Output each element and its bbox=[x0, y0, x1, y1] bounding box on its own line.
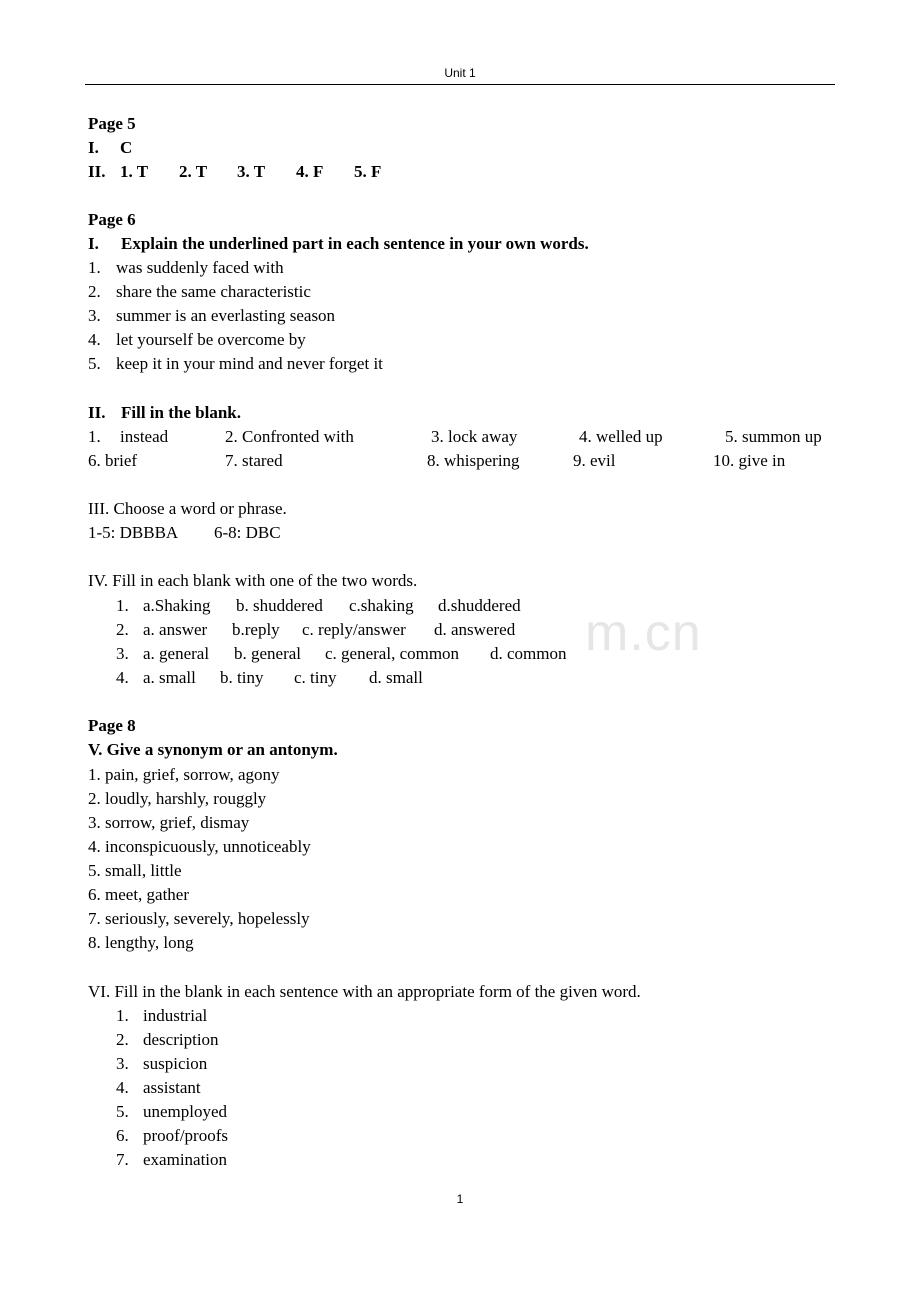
item-number: 3. bbox=[116, 1054, 129, 1073]
p5-ii-answer: 4. F bbox=[296, 162, 324, 181]
word-choice: d.shuddered bbox=[438, 596, 521, 615]
p6-ii-number: II. bbox=[88, 403, 106, 422]
p6-iii-heading: III. Choose a word or phrase. bbox=[88, 499, 287, 518]
p6-i-heading: Explain the underlined part in each sentence in your own words. bbox=[121, 234, 589, 253]
word-choice: b.reply bbox=[232, 620, 280, 639]
synonym-answer: 8. lengthy, long bbox=[88, 933, 194, 952]
word-choice: a.Shaking bbox=[143, 596, 211, 615]
blank-answer: 10. give in bbox=[713, 451, 786, 470]
blank-answer: 3. lock away bbox=[431, 427, 518, 446]
section-title-page8: Page 8 bbox=[88, 716, 136, 735]
item-number: 1. bbox=[116, 596, 129, 615]
p6-iv-heading: IV. Fill in each blank with one of the two words. bbox=[88, 571, 418, 590]
blank-answer: 9. evil bbox=[573, 451, 616, 470]
choice-answer: 1-5: DBBBA bbox=[88, 523, 179, 542]
item-number: 2. bbox=[116, 1030, 129, 1049]
p5-ii-number: II. bbox=[88, 162, 106, 181]
word-form-answer: description bbox=[143, 1030, 219, 1049]
word-choice: d. answered bbox=[434, 620, 516, 639]
word-choice: a. general bbox=[143, 644, 210, 663]
synonym-answer: 4. inconspicuously, unnoticeably bbox=[88, 837, 311, 856]
word-form-answer: industrial bbox=[143, 1006, 208, 1025]
word-choice: d. common bbox=[490, 644, 567, 663]
p5-i-number: I. bbox=[88, 138, 99, 157]
word-choice: d. small bbox=[369, 668, 423, 687]
p5-i-answer: C bbox=[120, 138, 133, 157]
p6-i-number: I. bbox=[88, 234, 99, 253]
p5-ii-answer: 2. T bbox=[179, 162, 208, 181]
synonym-answer: 7. seriously, severely, hopelessly bbox=[88, 909, 310, 928]
answer-text: keep it in your mind and never forget it bbox=[116, 354, 383, 373]
word-choice: c. reply/answer bbox=[302, 620, 406, 639]
p8-v-heading: V. Give a synonym or an antonym. bbox=[88, 740, 338, 759]
blank-answer: 2. Confronted with bbox=[225, 427, 354, 446]
section-title-page5: Page 5 bbox=[88, 114, 136, 133]
word-form-answer: examination bbox=[143, 1150, 228, 1169]
section-title-page6: Page 6 bbox=[88, 210, 136, 229]
word-choice: c. tiny bbox=[294, 668, 337, 687]
synonym-answer: 6. meet, gather bbox=[88, 885, 190, 904]
synonym-answer: 3. sorrow, grief, dismay bbox=[88, 813, 250, 832]
item-number: 1. bbox=[88, 258, 101, 277]
item-number: 4. bbox=[116, 1078, 129, 1097]
header-rule bbox=[85, 84, 835, 85]
word-form-answer: proof/proofs bbox=[143, 1126, 228, 1145]
running-header: Unit 1 bbox=[444, 66, 476, 80]
blank-answer: instead bbox=[120, 427, 169, 446]
synonym-answer: 1. pain, grief, sorrow, agony bbox=[88, 765, 280, 784]
word-choice: c. general, common bbox=[325, 644, 460, 663]
item-number: 4. bbox=[116, 668, 129, 687]
p5-ii-answer: 5. F bbox=[354, 162, 382, 181]
blank-answer: 7. stared bbox=[225, 451, 283, 470]
answer-text: share the same characteristic bbox=[116, 282, 311, 301]
word-choice: c.shaking bbox=[349, 596, 414, 615]
word-choice: b. tiny bbox=[220, 668, 264, 687]
word-form-answer: suspicion bbox=[143, 1054, 208, 1073]
answer-text: summer is an everlasting season bbox=[116, 306, 336, 325]
p6-ii-heading: Fill in the blank. bbox=[121, 403, 241, 422]
watermark: m.cn bbox=[585, 604, 702, 662]
blank-answer: 1. bbox=[88, 427, 101, 446]
item-number: 5. bbox=[88, 354, 101, 373]
p5-ii-answer: 1. T bbox=[120, 162, 149, 181]
p5-ii-answer: 3. T bbox=[237, 162, 266, 181]
page-number: 1 bbox=[456, 1192, 464, 1206]
word-form-answer: unemployed bbox=[143, 1102, 228, 1121]
blank-answer: 6. brief bbox=[88, 451, 138, 470]
item-number: 1. bbox=[116, 1006, 129, 1025]
blank-answer: 4. welled up bbox=[579, 427, 663, 446]
blank-answer: 8. whispering bbox=[427, 451, 520, 470]
word-choice: a. answer bbox=[143, 620, 208, 639]
p8-vi-heading: VI. Fill in the blank in each sentence with an appropriate form of the given word. bbox=[88, 982, 641, 1001]
item-number: 4. bbox=[88, 330, 101, 349]
item-number: 3. bbox=[88, 306, 101, 325]
item-number: 6. bbox=[116, 1126, 129, 1145]
synonym-answer: 5. small, little bbox=[88, 861, 182, 880]
word-choice: b. shuddered bbox=[236, 596, 323, 615]
choice-answer: 6-8: DBC bbox=[214, 523, 281, 542]
word-form-answer: assistant bbox=[143, 1078, 201, 1097]
item-number: 3. bbox=[116, 644, 129, 663]
answer-text: let yourself be overcome by bbox=[116, 330, 306, 349]
word-choice: a. small bbox=[143, 668, 196, 687]
synonym-answer: 2. loudly, harshly, rouggly bbox=[88, 789, 267, 808]
item-number: 2. bbox=[116, 620, 129, 639]
item-number: 7. bbox=[116, 1150, 129, 1169]
blank-answer: 5. summon up bbox=[725, 427, 822, 446]
word-choice: b. general bbox=[234, 644, 302, 663]
item-number: 5. bbox=[116, 1102, 129, 1121]
item-number: 2. bbox=[88, 282, 101, 301]
answer-text: was suddenly faced with bbox=[116, 258, 284, 277]
